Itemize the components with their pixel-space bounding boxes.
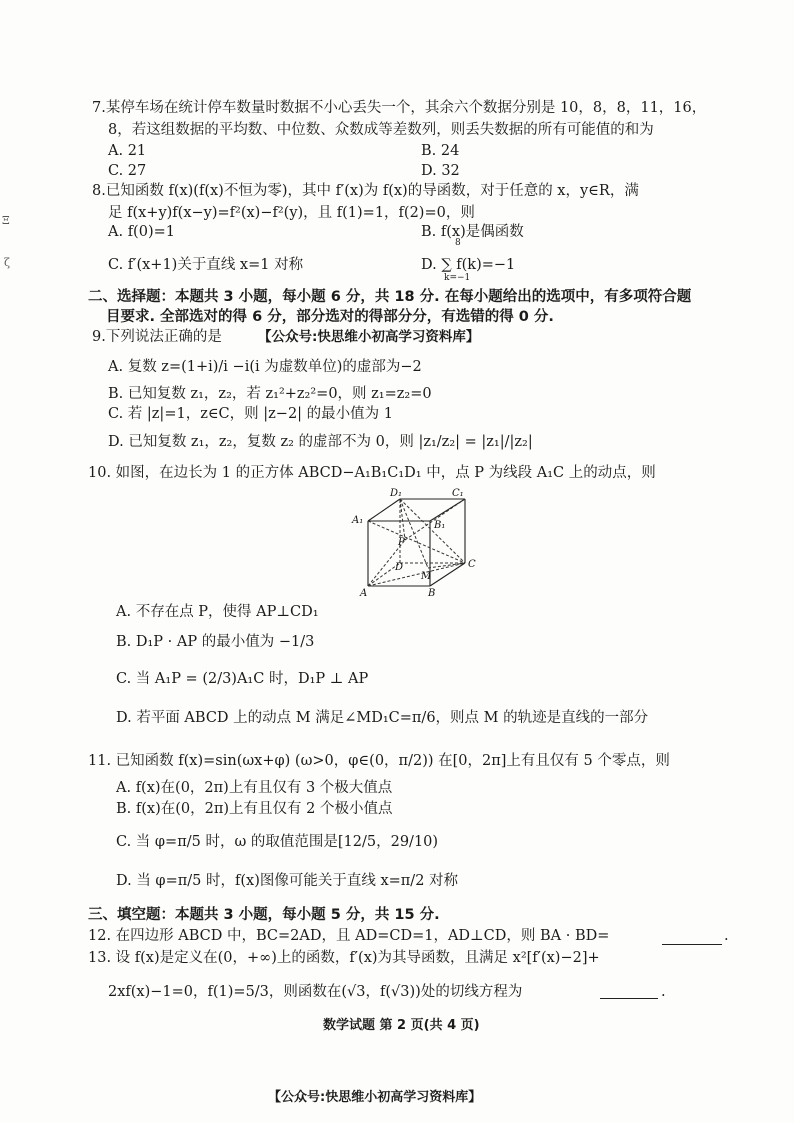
q8-stem-line1: 8.已知函数 f(x)(f(x)不恒为零)，其中 f′(x)为 f(x)的导函数，对于任意的 x，y∈R，满 xyxy=(92,183,639,199)
q8-sum-lower-limit: k=−1 xyxy=(444,273,471,283)
q8-option-b: B. f(x)是偶函数 xyxy=(421,224,524,240)
section3-heading: 三、填空题：本题共 3 小题，每小题 5 分，共 15 分. xyxy=(88,907,440,923)
segment-D1-C xyxy=(400,499,465,563)
label-A: A xyxy=(360,588,368,599)
segment-D1-M xyxy=(400,499,428,568)
margin-mark-1: Ξ xyxy=(2,214,10,227)
q13-end-period: . xyxy=(661,984,666,1000)
segment-A-P xyxy=(368,540,405,586)
q11-option-d: D. 当 φ=π/5 时，f(x)图像可能关于直线 x=π/2 对称 xyxy=(116,873,459,889)
q8-option-a: A. f(0)=1 xyxy=(108,224,175,240)
q9-watermark-note: 【公众号:快思维小初高学习资料库】 xyxy=(258,329,480,345)
q10-option-a: A. 不存在点 P，使得 AP⊥CD₁ xyxy=(116,604,319,620)
margin-mark-2: ζ xyxy=(4,256,10,269)
edge-B1-C1 xyxy=(430,499,465,521)
label-P: P xyxy=(398,537,405,548)
section2-heading-line1: 二、选择题：本题共 3 小题，每小题 6 分，共 18 分. 在每小题给出的选项中，有多项符合题 xyxy=(88,289,692,305)
q13-stem-line2: 2xf(x)−1=0，f(1)=5/3，则函数在(√3，f(√3))处的切线方程为 xyxy=(108,984,523,1000)
q7-option-a: A. 21 xyxy=(108,143,147,159)
label-B1: B₁ xyxy=(434,520,446,531)
q11-stem: 11. 已知函数 f(x)=sin(ωx+φ) (ω>0，φ∈(0，π/2)) 在[0，2π]上有且仅有 5 个零点，则 xyxy=(88,753,670,769)
q9-option-a: A. 复数 z=(1+i)/i −i(i 为虚数单位)的虚部为−2 xyxy=(108,359,422,375)
q8-option-d: D. ∑ f(k)=−1 xyxy=(421,257,516,273)
label-A1: A₁ xyxy=(352,515,364,526)
q9-stem: 9.下列说法正确的是 xyxy=(92,329,222,345)
label-C1: C₁ xyxy=(452,488,464,499)
q7-option-c: C. 27 xyxy=(108,163,147,179)
q12-stem: 12. 在四边形 ABCD 中，BC=2AD，且 AD=CD=1，AD⊥CD，则 BA · BD= xyxy=(88,928,610,944)
q13-answer-blank[interactable] xyxy=(600,998,658,999)
label-D: D xyxy=(395,562,404,573)
q8-stem-line2: 足 f(x+y)f(x−y)=f²(x)−f²(y)，且 f(1)=1，f(2)=0，则 xyxy=(108,205,475,221)
segment-D1-P xyxy=(400,499,405,540)
q12-end-period: . xyxy=(724,928,729,944)
q7-option-d: D. 32 xyxy=(421,163,460,179)
q7-option-b: B. 24 xyxy=(421,143,460,159)
q11-option-c: C. 当 φ=π/5 时，ω 的取值范围是[12/5，29/10) xyxy=(116,834,439,850)
segment-P-C1 xyxy=(405,499,465,540)
page-number-footer: 数学试题 第 2 页(共 4 页) xyxy=(323,1018,480,1033)
label-B: B xyxy=(428,588,436,599)
hidden-edge-A-D xyxy=(368,563,400,586)
section2-heading-line2: 目要求. 全部选对的得 6 分，部分选对的得部分分，有选错的得 0 分. xyxy=(106,309,554,325)
label-D1: D₁ xyxy=(390,488,403,499)
q11-option-a: A. f(x)在(0，2π)上有且仅有 3 个极大值点 xyxy=(116,780,393,796)
q10-option-d: D. 若平面 ABCD 上的动点 M 满足∠MD₁C=π/6，则点 M 的轨迹是直线的一部分 xyxy=(116,710,649,726)
q9-option-d: D. 已知复数 z₁，z₂，复数 z₂ 的虚部不为 0，则 |z₁/z₂| = |z₁|/|z₂| xyxy=(108,434,533,450)
edge-A1-D1 xyxy=(368,499,400,521)
q7-stem-line2: 8，若这组数据的平均数、中位数、众数成等差数列，则丢失数据的所有可能值的和为 xyxy=(108,122,654,138)
q10-stem: 10. 如图，在边长为 1 的正方体 ABCD−A₁B₁C₁D₁ 中，点 P 为线段 A₁C 上的动点，则 xyxy=(88,465,656,481)
edge-B-C xyxy=(430,563,465,586)
segment-A-C xyxy=(368,563,465,586)
q10-option-c: C. 当 A₁P = (2/3)A₁C 时，D₁P ⊥ AP xyxy=(116,671,369,687)
q12-answer-blank[interactable] xyxy=(662,944,722,945)
q13-stem-line1: 13. 设 f(x)是定义在(0，+∞)上的函数，f′(x)为其导函数，且满足 x²[f′(x)−2]+ xyxy=(88,950,600,966)
label-M: M xyxy=(421,571,432,582)
segment-M-C xyxy=(428,563,465,568)
segment-A1-C xyxy=(368,521,465,563)
q9-option-b: B. 已知复数 z₁，z₂，若 z₁²+z₂²=0，则 z₁=z₂=0 xyxy=(108,386,432,402)
label-C: C xyxy=(468,559,476,570)
q9-option-c: C. 若 |z|=1，z∈C，则 |z−2| 的最小值为 1 xyxy=(108,406,393,422)
q7-stem-line1: 7.某停车场在统计停车数量时数据不小心丢失一个，其余六个数据分别是 10，8，8，11，16， xyxy=(92,100,707,116)
q8-option-c: C. f′(x+1)关于直线 x=1 对称 xyxy=(108,257,304,273)
q8-sum-upper-limit: 8 xyxy=(455,238,461,248)
q11-option-b: B. f(x)在(0，2π)上有且仅有 2 个极小值点 xyxy=(116,801,393,817)
q10-option-b: B. D₁P · AP 的最小值为 −1/3 xyxy=(116,634,315,650)
brand-footer: 【公众号:快思维小初高学习资料库】 xyxy=(268,1090,482,1105)
